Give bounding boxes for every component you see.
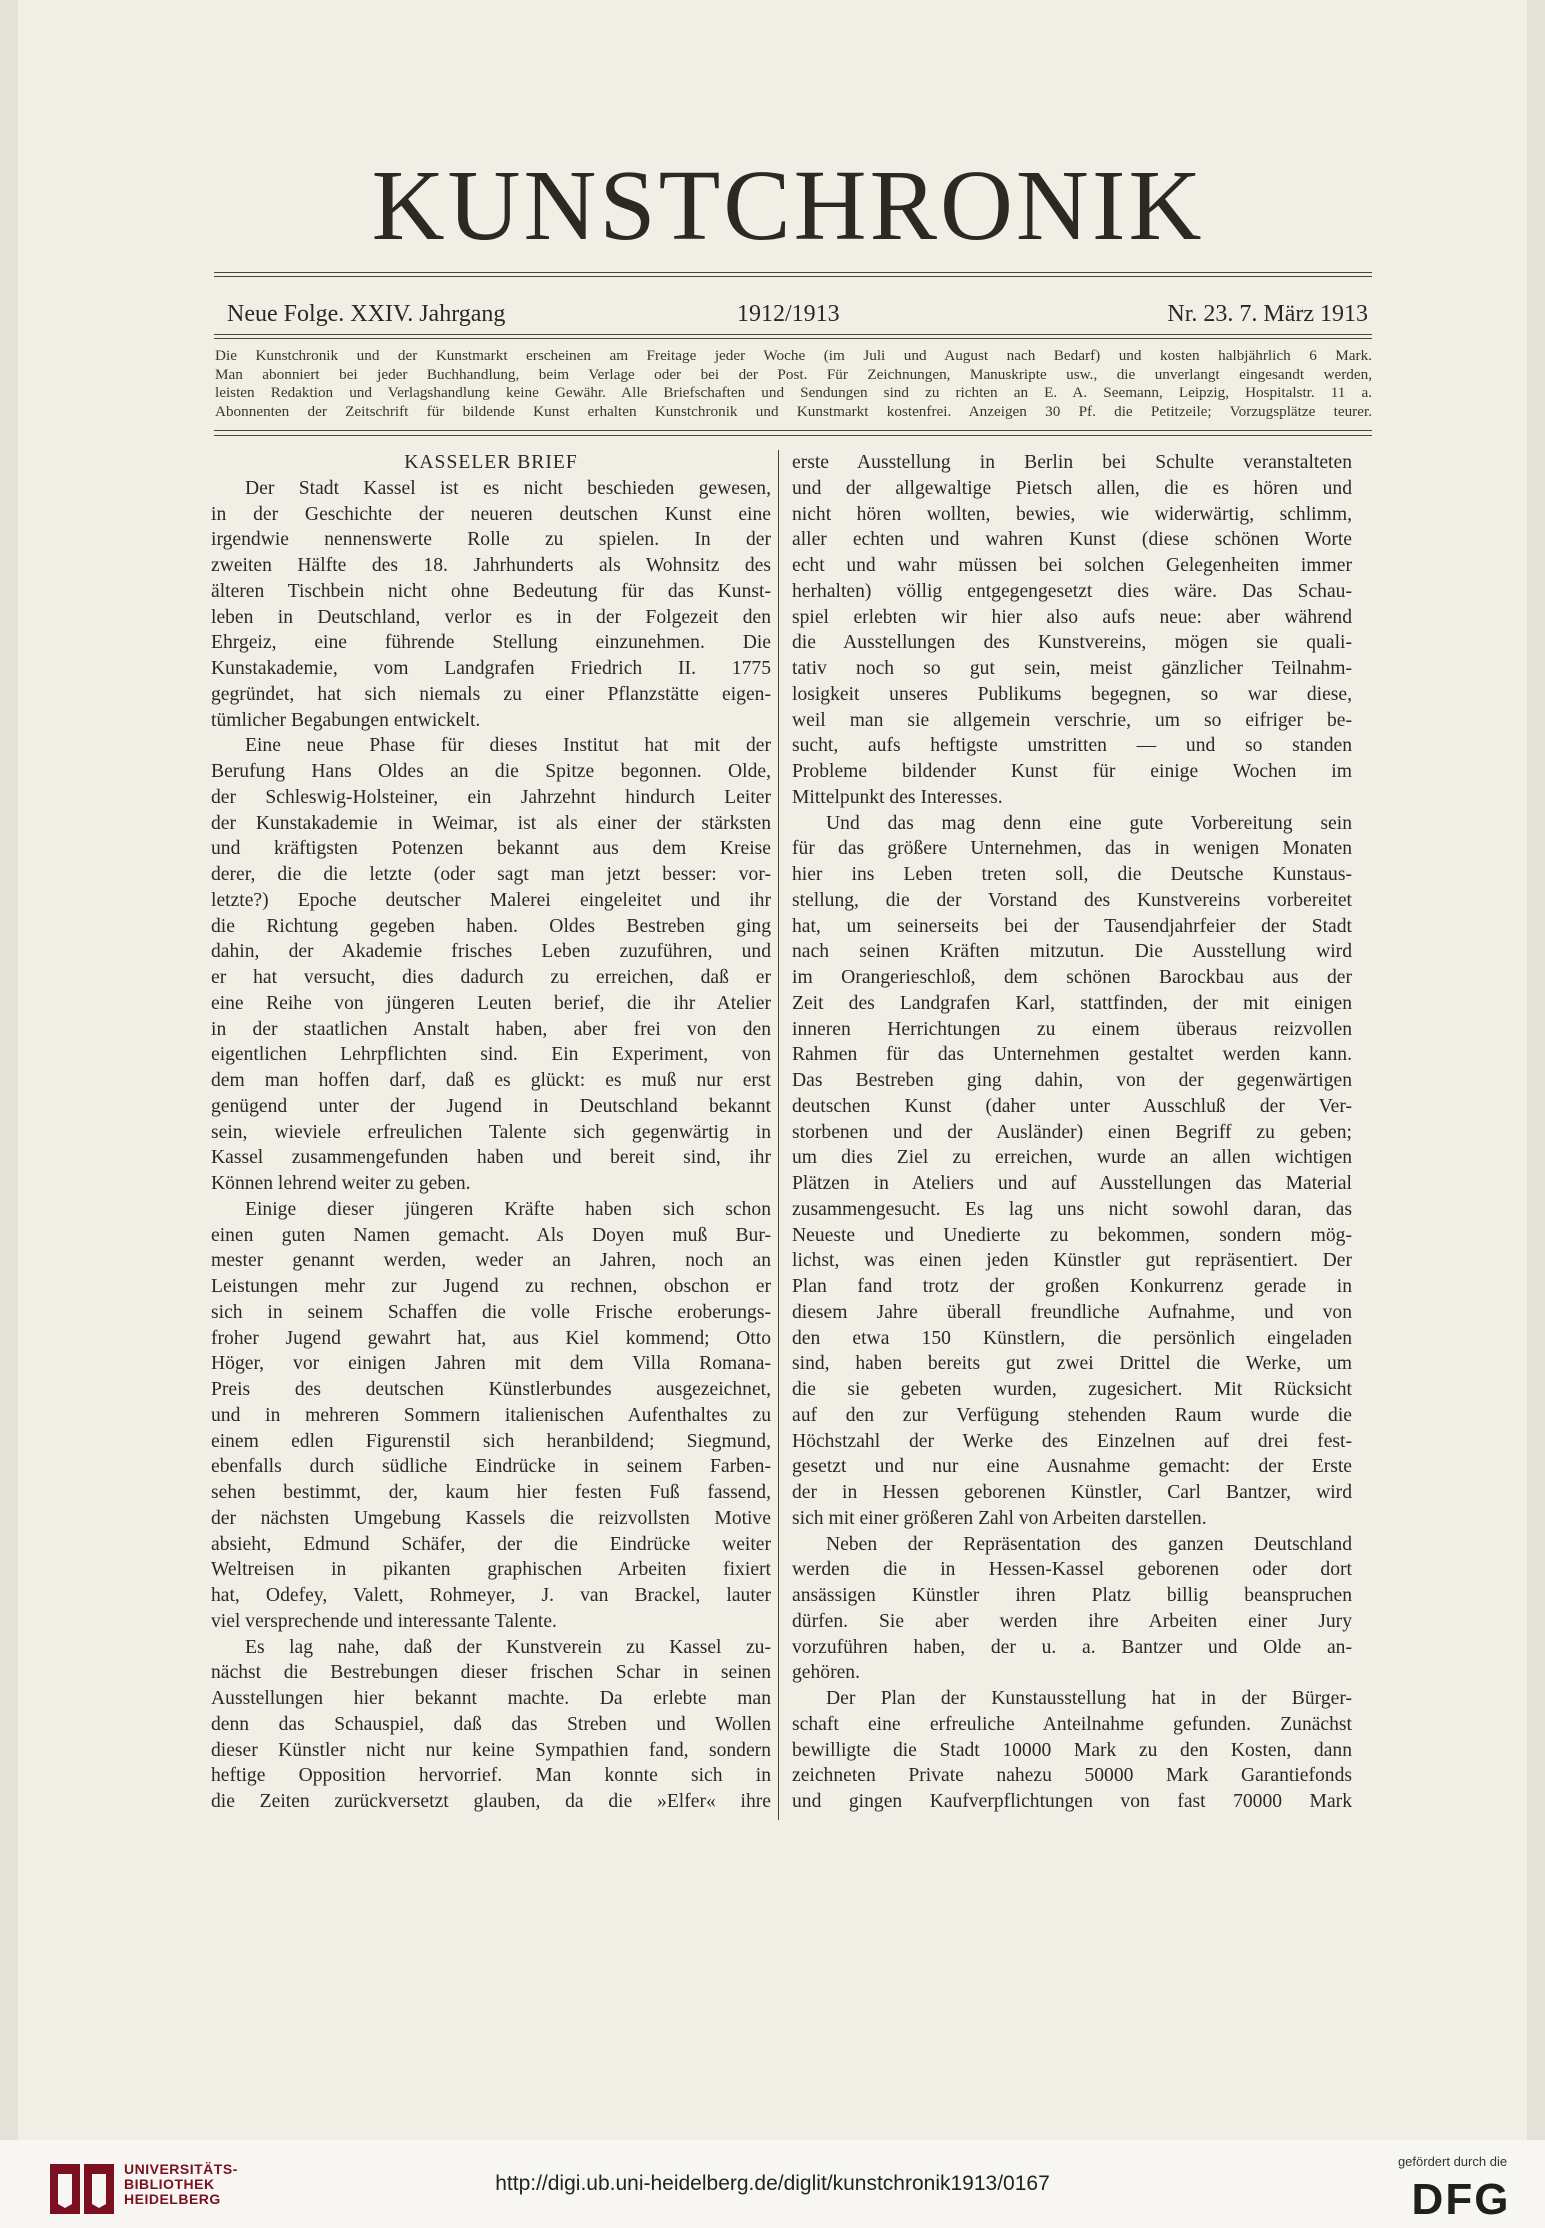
article-line: sucht, aufs heftigste umstritten — und so standen (792, 735, 1352, 757)
article-line: gegründet, hat sich niemals zu einer Pflanzstätte eigen- (211, 683, 771, 705)
article-line: werden die in Hessen-Kassel geborenen oder dort (792, 1559, 1352, 1581)
article-line: im Orangerieschloß, dem schönen Barockbau aus der (792, 967, 1352, 988)
article-line: der Kunstakademie in Weimar, ist als einer der stärksten (211, 812, 771, 834)
article-line: auf den zur Verfügung stehenden Raum wurde die (792, 1404, 1352, 1426)
article-line: viel versprechende und interessante Talente. (211, 1610, 557, 1632)
notice-line: Abonnenten der Zeitschrift für bildende Kunst erhalten Kunstchronik und Kunstmarkt kostenfrei. Anzeigen 30 Pf. die Petitzeile; Vorzugsplätze teurer. (215, 402, 1372, 420)
article-line: einem edlen Figurenstil sich heranbildend; Siegmund, (211, 1430, 771, 1452)
scanned-page (18, 0, 1527, 2228)
article-line: zweiten Hälfte des 18. Jahrhunderts als Wohnsitz des (211, 555, 771, 576)
article-line: nach seinen Kräften mitzutun. Die Ausstellung wird (792, 941, 1352, 963)
article-line: Probleme bildender Kunst für einige Wochen im (792, 761, 1352, 782)
article-line: vorzuführen haben, der u. a. Bantzer und Olde an- (792, 1636, 1352, 1658)
article-line: ansässigen Künstler ihren Platz billig beanspruchen (792, 1585, 1352, 1606)
article-line: zeichneten Private nahezu 50000 Mark Garantiefonds (792, 1765, 1352, 1787)
article-line: heftige Opposition hervorrief. Man konnte sich in (211, 1765, 771, 1787)
article-line: Können lehrend weiter zu geben. (211, 1173, 471, 1194)
article-line: Eine neue Phase für dieses Institut hat mit der (245, 735, 771, 757)
column-divider (778, 450, 779, 1820)
notice-line: leisten Redaktion und Verlagshandlung keine Gewähr. Alle Briefschaften und Sendungen sind zu richten an E. A. Seemann, Leipzig, Hospitalstr. 11 a. (215, 384, 1372, 402)
article-line: Das Bestreben ging dahin, von der gegenwärtigen (792, 1070, 1352, 1091)
funded-by-label: gefördert durch die (1397, 2154, 1508, 2169)
article-line: irgendwie nennenswerte Rolle zu spielen. In der (211, 529, 771, 551)
article-line: froher Jugend gewahrt hat, aus Kiel kommend; Otto (211, 1327, 771, 1349)
article-line: hat, Odefey, Valett, Rohmeyer, J. van Brackel, lauter (211, 1585, 771, 1606)
article-line: aller echten und wahren Kunst (diese schönen Worte (792, 529, 1352, 551)
article-line: dieser Künstler nicht nur keine Sympathien fand, sondern (211, 1739, 771, 1761)
article-line: er hat versucht, dies dadurch zu erreichen, daß er (211, 967, 771, 988)
article-line: Der Plan der Kunstausstellung hat in der Bürger- (826, 1688, 1352, 1709)
issue-rule (214, 334, 1372, 335)
article-line: deutschen Kunst (daher unter Ausschluß der Ver- (792, 1095, 1352, 1117)
article-line: nächst die Bestrebungen dieser frischen Schar in seinen (211, 1662, 771, 1684)
article-line: hat, um seinerseits bei der Tausendjahrfeier der Stadt (792, 915, 1352, 937)
article-line: Preis des deutschen Künstlerbundes ausgezeichnet, (211, 1379, 771, 1400)
article-line: Mittelpunkt des Interesses. (792, 786, 1003, 808)
permalink-url[interactable]: http://digi.ub.uni-heidelberg.de/diglit/kunstchronik1913/0167 (495, 2172, 1050, 2195)
article-line: Und das mag denn eine gute Vorbereitung sein (826, 812, 1352, 834)
article-line: lichst, was einen jeden Künstler gut repräsentiert. Der (792, 1250, 1352, 1272)
article-line: tativ noch so gut sein, meist gänzlicher Teilnahm- (792, 658, 1352, 679)
article-line: und kräftigsten Potenzen bekannt aus dem Kreise (211, 838, 771, 860)
article-line: die Zeiten zurückversetzt glauben, da die »Elfer« ihre (211, 1791, 771, 1812)
article-line: Ausstellungen hier bekannt machte. Da erlebte man (211, 1688, 771, 1709)
issue-rule-2 (214, 338, 1372, 339)
article-line: Einige dieser jüngeren Kräfte haben sich schon (245, 1198, 771, 1220)
notice-rule-2 (214, 435, 1372, 436)
article-line: zusammengesucht. Es lag uns nicht sowohl daran, das (792, 1198, 1352, 1220)
article-line: absieht, Edmund Schäfer, der die Eindrücke weiter (211, 1533, 771, 1555)
article-line: inneren Herrichtungen zu einem überaus reizvollen (792, 1018, 1352, 1040)
article-line: letzte?) Epoche deutscher Malerei eingeleitet und ihr (211, 889, 771, 911)
article-line: Plätzen in Ateliers und auf Ausstellungen das Material (792, 1173, 1352, 1194)
article-line: Rahmen für das Unternehmen gestaltet werden kann. (792, 1044, 1352, 1066)
masthead-rule-2 (214, 276, 1372, 277)
article-line: in der staatlichen Anstalt haben, aber frei von den (211, 1018, 771, 1040)
article-line: gesetzt und nur eine Ausnahme gemacht: der Erste (792, 1456, 1352, 1478)
article-line: einen guten Namen gemacht. Als Doyen muß Bur- (211, 1224, 771, 1246)
article-left-column (211, 450, 771, 1815)
university-name-line: UNIVERSITÄTS- (124, 2161, 238, 2177)
article-line: Zeit des Landgrafen Karl, stattfinden, der mit einigen (792, 992, 1352, 1014)
article-line: älteren Tischbein nicht ohne Bedeutung für das Kunst- (211, 580, 771, 602)
article-line: Weltreisen in pikanten graphischen Arbeiten fixiert (211, 1559, 771, 1581)
university-name-line: BIBLIOTHEK (124, 2176, 215, 2192)
article-line: Leistungen mehr zur Jugend zu rechnen, obschon er (211, 1276, 771, 1297)
article-line: bewilligte die Stadt 10000 Mark zu den Kosten, dann (792, 1739, 1352, 1761)
article-line: derer, die die letzte (oder sagt man jetzt besser: vor- (211, 864, 771, 885)
article-line: der in Hessen geborenen Künstler, Carl Bantzer, wird (792, 1482, 1352, 1503)
article-right-column (792, 450, 1352, 1815)
article-line: Plan fand trotz der großen Konkurrenz gerade in (792, 1276, 1352, 1297)
article-line: und in mehreren Sommern italienischen Aufenthaltes zu (211, 1404, 771, 1426)
article-line: die sie gebeten wurden, zugesichert. Mit Rücksicht (792, 1379, 1352, 1400)
article-line: den etwa 150 Künstlern, die persönlich eingeladen (792, 1327, 1352, 1349)
article-line: weil man sie allgemein verschrie, um so eifriger be- (792, 709, 1352, 731)
article-line: Neben der Repräsentation des ganzen Deutschland (826, 1533, 1352, 1555)
article-line: tümlicher Begabungen entwickelt. (211, 709, 481, 731)
issue-number-date: Nr. 23. 7. März 1913 (1167, 301, 1368, 327)
article-line: leben in Deutschland, verlor es in der Folgezeit den (211, 606, 771, 628)
article-line: eigentlichen Lehrpflichten sind. Ein Experiment, von (211, 1044, 771, 1066)
masthead-rule (214, 272, 1372, 273)
article-line: dürfen. Sie aber werden ihre Arbeiten einer Jury (792, 1610, 1352, 1632)
university-name-line: HEIDELBERG (124, 2191, 221, 2207)
article-line: sein, wieviele erfreulichen Talente sich gegenwärtig in (211, 1121, 771, 1143)
issue-series: Neue Folge. XXIV. Jahrgang (227, 301, 506, 327)
article-line: dem man hoffen darf, daß es glückt: es muß nur erst (211, 1070, 771, 1091)
subscription-notice (215, 347, 1372, 421)
article-line: Höger, vor einigen Jahren mit dem Villa Romana- (211, 1353, 771, 1375)
article-line: ebenfalls durch südliche Eindrücke in seinem Farben- (211, 1456, 771, 1478)
article-line: der nächsten Umgebung Kassels die reizvollsten Motive (211, 1507, 771, 1529)
article-heading: KASSELER BRIEF (404, 452, 578, 473)
article-line: herhalten) völlig entgegengesetzt dies wäre. Das Schau- (792, 580, 1352, 602)
article-line: für das größere Unternehmen, das in wenigen Monaten (792, 838, 1352, 860)
digitization-footer (0, 2140, 1545, 2228)
article-line: nicht hören wollten, bewies, wie widerwärtig, schlimm, (792, 503, 1352, 525)
article-line: echt und wahr müssen bei solchen Gelegenheiten immer (792, 555, 1352, 576)
article-line: Kunstakademie, vom Landgrafen Friedrich II. 1775 (211, 658, 771, 679)
article-line: sind, haben bereits gut zwei Drittel die Werke, um (792, 1353, 1352, 1375)
article-line: gehören. (792, 1662, 861, 1684)
article-line: genügend unter der Jugend in Deutschland bekannt (211, 1095, 771, 1117)
article-line: mester genannt werden, weder an Jahren, noch an (211, 1250, 771, 1272)
article-line: schaft eine erfreuliche Anteilnahme gefunden. Zunächst (792, 1713, 1352, 1735)
article-line: Der Stadt Kassel ist es nicht beschieden gewesen, (245, 477, 771, 499)
article-line: Ehrgeiz, eine führende Stellung einzunehmen. Die (211, 632, 771, 654)
masthead-title: KUNSTCHRONIK (371, 149, 1205, 261)
article-line: Neueste und Unedierte zu bekommen, sondern mög- (792, 1224, 1352, 1246)
article-line: dahin, der Akademie frisches Leben zuzuführen, und (211, 941, 771, 963)
article-line: stellung, die der Vorstand des Kunstvereins vorbereitet (792, 889, 1352, 911)
article-line: storbenen und der Ausländer) einen Begriff zu geben; (792, 1121, 1352, 1143)
article-line: losigkeit unseres Publikums begegnen, so war diese, (792, 683, 1352, 705)
dfg-logo-text: DFG (1411, 2176, 1511, 2220)
article-line: der Schleswig-Holsteiner, ein Jahrzehnt hindurch Leiter (211, 786, 771, 808)
article-line: denn das Schauspiel, daß das Streben und Wollen (211, 1713, 771, 1735)
issue-years: 1912/1913 (737, 301, 840, 327)
article-line: eine Reihe von jüngeren Leuten berief, die ihr Atelier (211, 992, 771, 1014)
article-line: Berufung Hans Oldes an die Spitze begonnen. Olde, (211, 761, 771, 782)
article-line: Kassel zusammengefunden haben und bereit sind, ihr (211, 1147, 771, 1169)
notice-line: Man abonniert bei jeder Buchhandlung, beim Verlage oder bei der Post. Für Zeichnungen, Manuskripte usw., die unverlangt eingesandt werden, (215, 365, 1372, 383)
article-line: erste Ausstellung in Berlin bei Schulte veranstalteten (792, 452, 1352, 473)
article-line: diesem Jahre überall freundliche Aufnahme, und von (792, 1301, 1352, 1323)
dfg-logo-icon (1395, 2176, 1527, 2220)
notice-rule (214, 430, 1372, 431)
article-line: sich in seinem Schaffen die volle Frische eroberungs- (211, 1301, 771, 1323)
article-line: Es lag nahe, daß der Kunstverein zu Kassel zu- (245, 1636, 771, 1658)
notice-line: Die Kunstchronik und der Kunstmarkt erscheinen am Freitage jeder Woche (im Juli und August nach Bedarf) und kosten halbjährlich 6 Mark. (215, 347, 1372, 364)
article-line: Höchstzahl der Werke des Einzelnen auf drei fest- (792, 1430, 1352, 1452)
article-line: spiel erlebten wir hier also aufs neue: aber während (792, 606, 1352, 628)
article-line: in der Geschichte der neueren deutschen Kunst eine (211, 503, 771, 525)
article-line: die Ausstellungen des Kunstvereins, mögen sie quali- (792, 632, 1352, 654)
article-line: und gingen Kaufverpflichtungen von fast 70000 Mark (792, 1791, 1352, 1812)
article-line: hier ins Leben treten soll, die Deutsche Kunstaus- (792, 864, 1352, 885)
article-line: um dies Ziel zu erreichen, wurde an allen wichtigen (792, 1147, 1352, 1169)
article-line: sich mit einer größeren Zahl von Arbeiten darstellen. (792, 1507, 1207, 1529)
article-line: und der allgewaltige Pietsch allen, die es hören und (792, 477, 1352, 499)
article-line: die Richtung gegeben haben. Oldes Bestreben ging (211, 915, 771, 937)
article-line: sehen bestimmt, der, kaum hier festen Fuß fassend, (211, 1482, 771, 1503)
